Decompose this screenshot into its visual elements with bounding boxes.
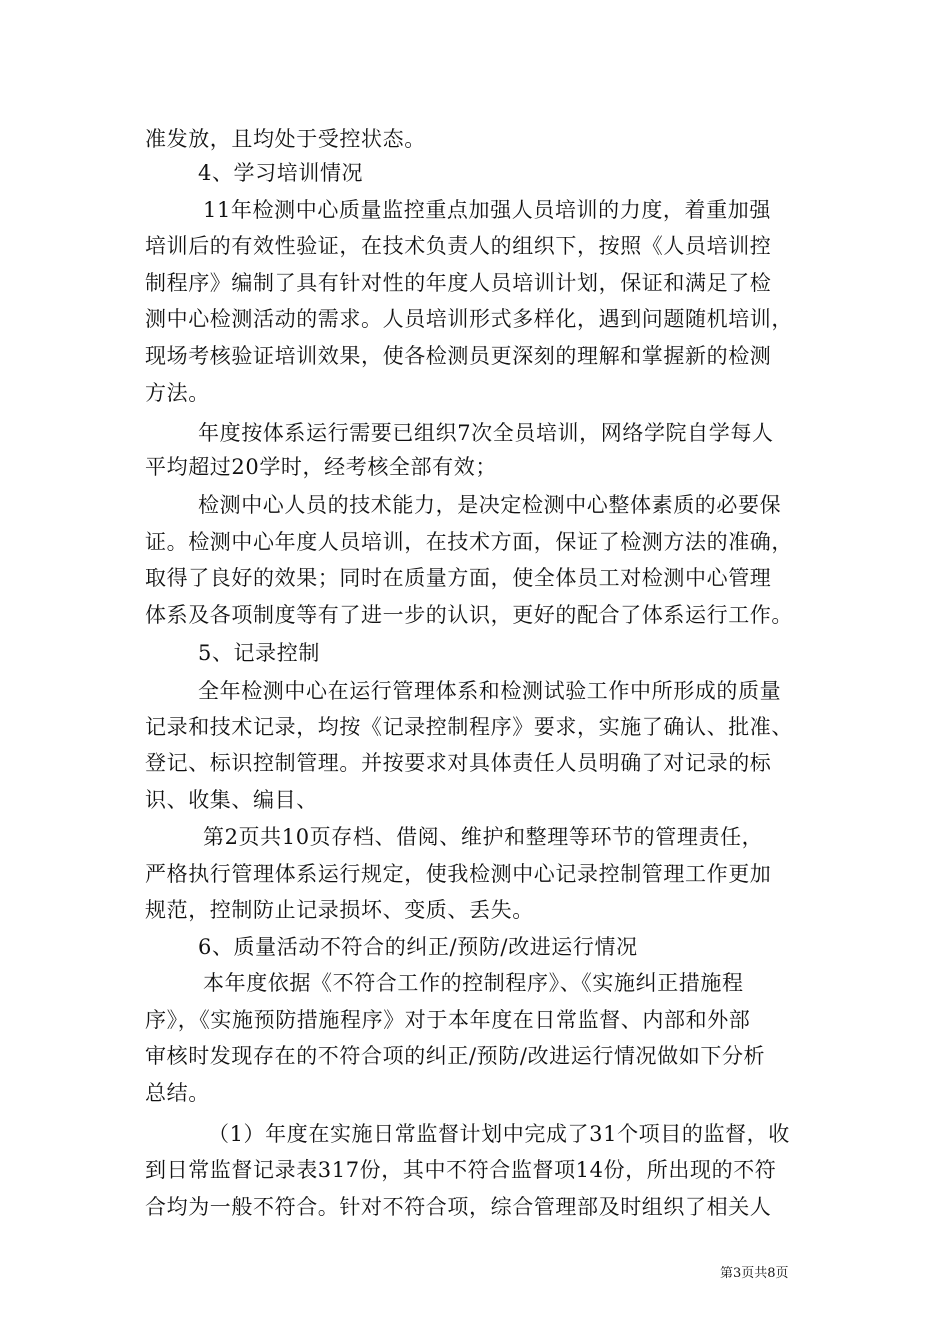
section-heading: 5、记录控制	[198, 641, 320, 665]
text-line: 取得了良好的效果；同时在质量方面，使全体员工对检测中心管理	[145, 566, 772, 590]
section-heading: 6、质量活动不符合的纠正/预防/改进运行情况	[198, 935, 638, 959]
text-line: 登记、标识控制管理。并按要求对具体责任人员明确了对记录的标	[145, 751, 772, 775]
text-line: 11年检测中心质量监控重点加强人员培训的力度，着重加强	[203, 198, 771, 222]
text-line: 识、收集、编目、	[145, 788, 318, 812]
text-line: 证。检测中心年度人员培训，在技术方面，保证了检测方法的准确，	[145, 530, 793, 554]
text-line: 严格执行管理体系运行规定，使我检测中心记录控制管理工作更加	[145, 862, 772, 886]
text-line: （1）年度在实施日常监督计划中完成了31个项目的监督，收	[208, 1122, 790, 1146]
text-line: 现场考核验证培训效果，使各检测员更深刻的理解和掌握新的检测	[145, 344, 772, 368]
section-heading: 4、学习培训情况	[198, 161, 364, 185]
text-line: 全年检测中心在运行管理体系和检测试验工作中所形成的质量	[198, 679, 782, 703]
text-line: 规范，控制防止记录损坏、变质、丢失。	[145, 898, 534, 922]
text-line: 测中心检测活动的需求。人员培训形式多样化，遇到问题随机培训，	[145, 307, 793, 331]
text-line: 第2页共10页存档、借阅、维护和整理等环节的管理责任，	[203, 825, 764, 849]
text-line: 审核时发现存在的不符合项的纠正/预防/改进运行情况做如下分析	[145, 1044, 766, 1068]
text-line: 本年度依据《不符合工作的控制程序》、《实施纠正措施程	[203, 971, 744, 995]
text-line: 合均为一般不符合。针对不符合项，综合管理部及时组织了相关人	[145, 1195, 772, 1219]
text-line: 体系及各项制度等有了进一步的认识，更好的配合了体系运行工作。	[145, 603, 793, 627]
text-line: 培训后的有效性验证，在技术负责人的组织下，按照《人员培训控	[145, 234, 772, 258]
text-line: 到日常监督记录表317份，其中不符合监督项14份，所出现的不符	[145, 1158, 777, 1182]
text-line: 总结。	[145, 1081, 210, 1105]
text-line: 平均超过20学时，经考核全部有效；	[145, 455, 497, 479]
text-line: 方法。	[145, 381, 210, 405]
text-line: 制程序》编制了具有针对性的年度人员培训计划，保证和满足了检	[145, 271, 772, 295]
text-line: 年度按体系运行需要已组织7次全员培训，网络学院自学每人	[198, 421, 774, 445]
text-line: 序》，《实施预防措施程序》对于本年度在日常监督、内部和外部	[145, 1008, 751, 1032]
text-line: 检测中心人员的技术能力，是决定检测中心整体素质的必要保	[198, 493, 782, 517]
text-line: 准发放，且均处于受控状态。	[145, 127, 426, 151]
page-number: 第3页共8页	[720, 1266, 789, 1281]
text-line: 记录和技术记录，均按《记录控制程序》要求，实施了确认、批准、	[145, 715, 793, 739]
